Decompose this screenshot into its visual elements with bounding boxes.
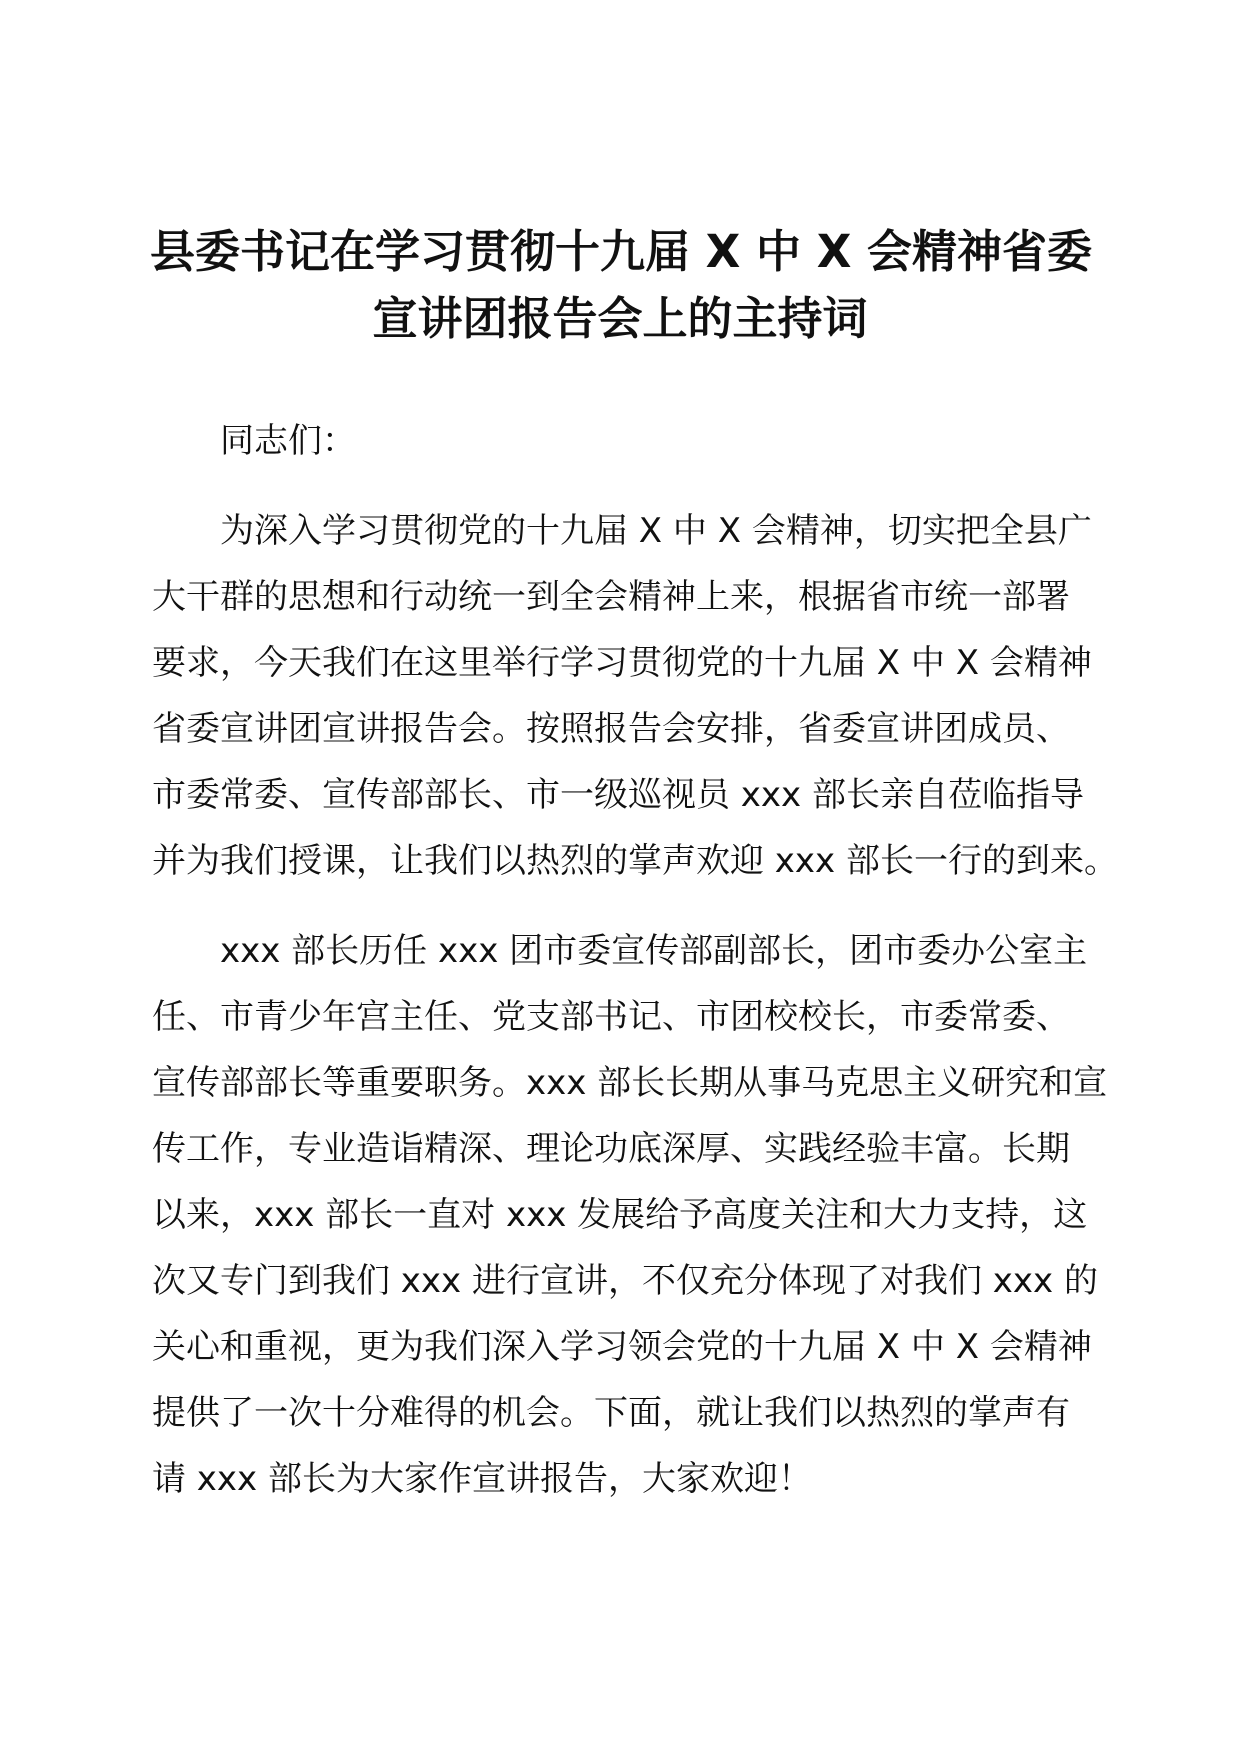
- paragraph-line: 并为我们授课，让我们以热烈的掌声欢迎 xxx 部长一行的到来。: [152, 841, 1118, 881]
- paragraph-line: 请 xxx 部长为大家作宣讲报告，大家欢迎！: [152, 1459, 812, 1499]
- paragraph-line: 宣传部部长等重要职务。xxx 部长长期从事马克思主义研究和宣: [152, 1063, 1108, 1103]
- paragraph-line: 提供了一次十分难得的机会。下面，就让我们以热烈的掌声有: [152, 1393, 1070, 1433]
- paragraph-line: 任、市青少年宫主任、党支部书记、市团校校长，市委常委、: [152, 997, 1070, 1037]
- document-title: [150, 218, 1093, 352]
- paragraph-line: 次又专门到我们 xxx 进行宣讲，不仅充分体现了对我们 xxx 的: [152, 1261, 1098, 1301]
- paragraph-line: 传工作，专业造诣精深、理论功底深厚、实践经验丰富。长期: [152, 1129, 1070, 1169]
- paragraph-2: [152, 918, 1108, 1512]
- paragraph-line: 关心和重视，更为我们深入学习领会党的十九届 X 中 X 会精神: [152, 1327, 1092, 1367]
- title-line: 县委书记在学习贯彻十九届 X 中 X 会精神省委: [150, 225, 1093, 278]
- paragraph-line: 大干群的思想和行动统一到全会精神上来，根据省市统一部署: [152, 577, 1070, 617]
- salutation: 同志们：: [220, 421, 356, 461]
- paragraph-line: 要求，今天我们在这里举行学习贯彻党的十九届 X 中 X 会精神: [152, 643, 1092, 683]
- paragraph-line: xxx 部长历任 xxx 团市委宣传部副部长，团市委办公室主: [220, 931, 1088, 971]
- paragraph-line: 市委常委、宣传部部长、市一级巡视员 xxx 部长亲自莅临指导: [152, 775, 1084, 815]
- paragraph-1: [152, 498, 1118, 894]
- paragraph-line: 省委宣讲团宣讲报告会。按照报告会安排，省委宣讲团成员、: [152, 709, 1070, 749]
- paragraph-line: 以来，xxx 部长一直对 xxx 发展给予高度关注和大力支持，这: [152, 1195, 1088, 1235]
- document-body: [152, 408, 1118, 1512]
- paragraph-line: 为深入学习贯彻党的十九届 X 中 X 会精神，切实把全县广: [220, 511, 1092, 551]
- title-line: 宣讲团报告会上的主持词: [372, 292, 868, 345]
